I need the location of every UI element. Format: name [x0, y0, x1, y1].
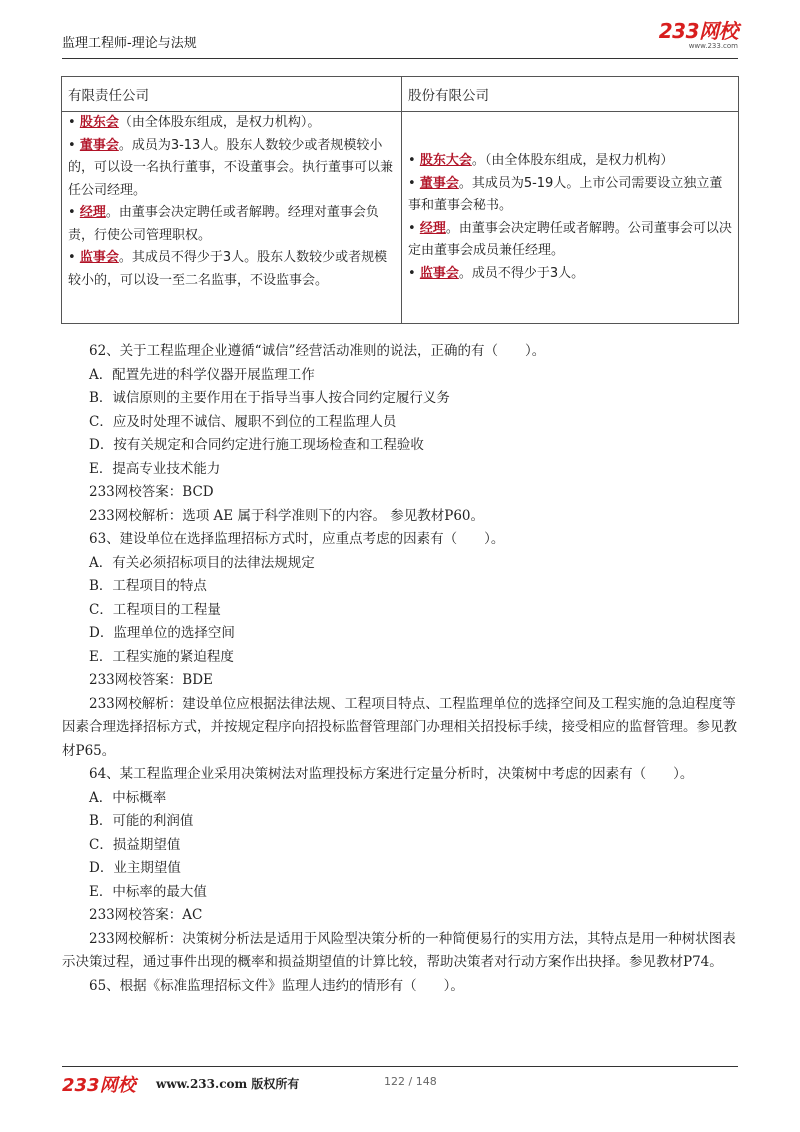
option-d: D．监理单位的选择空间: [89, 625, 235, 641]
logo-url: www.233.com: [688, 42, 738, 50]
question-section: [62, 340, 740, 998]
term-link[interactable]: 股东大会: [419, 153, 472, 168]
page-number: 122 / 148: [384, 1075, 437, 1088]
page-footer: [62, 1066, 738, 1097]
col-llc-header: 有限责任公司: [62, 77, 402, 112]
footer-copyright: www.233.com 版权所有: [156, 1077, 300, 1091]
analysis-62: 233网校解析：选项 AE 属于科学准则下的内容。 参见教材P60。: [89, 507, 485, 524]
corp-cell: [402, 112, 739, 324]
logo-text: 233网校: [658, 19, 738, 43]
analysis-64: 233网校解析：决策树分析法是适用于风险型决策分析的一种简便易行的实用方法，其特点是用一种树状图表示决策过程，通过事件出现的概率和损益期望值的计算比较，帮助决策者对行动方案作出抉择。参见教材P74。: [62, 930, 736, 970]
list-item: • 经理。由董事会决定聘任或者解聘。公司董事会可以决定由董事会成员兼任经理。: [408, 220, 732, 258]
term-link[interactable]: 经理: [419, 220, 446, 236]
list-item: • 股东会（由全体股东组成，是权力机构）。: [68, 115, 321, 130]
company-comparison-table: [61, 76, 739, 324]
term-link[interactable]: 董事会: [419, 175, 459, 191]
brand-logo: [648, 20, 738, 54]
option-b: B．可能的利润值: [89, 813, 194, 829]
option-c: C．损益期望值: [89, 836, 181, 853]
option-a: A．有关必须招标项目的法律法规规定: [89, 554, 315, 571]
option-b: B．工程项目的特点: [89, 578, 207, 594]
list-item: • 股东大会。（由全体股东组成，是权力机构）: [408, 153, 674, 168]
answer-64: 233网校答案：AC: [89, 907, 203, 923]
question-65: 65、根据《标准监理招标文件》监理人违约的情形有（ ）。: [89, 977, 464, 994]
question-62: 62、关于工程监理企业遵循“诚信”经营活动准则的说法，正确的有（ ）。: [89, 343, 546, 359]
option-d: D．业主期望值: [89, 860, 181, 876]
option-e: E．中标率的最大值: [89, 883, 207, 900]
term-link[interactable]: 监事会: [79, 250, 119, 265]
col-corp-header: 股份有限公司: [402, 77, 739, 112]
option-c: C．应及时处理不诚信、履职不到位的工程监理人员: [89, 413, 397, 430]
term-link[interactable]: 监事会: [419, 265, 459, 281]
header-title: 监理工程师-理论与法规: [62, 36, 197, 51]
list-item: • 董事会。其成员为5-19人。上市公司需要设立独立董事和董事会秘书。: [408, 175, 723, 213]
answer-63: 233网校答案：BDE: [89, 672, 213, 688]
footer-logo: 233网校: [62, 1075, 136, 1096]
term-link[interactable]: 董事会: [79, 137, 119, 153]
table-body-row: [62, 112, 739, 324]
term-link[interactable]: 经理: [79, 205, 106, 220]
option-a: A．中标概率: [89, 789, 167, 806]
option-d: D．按有关规定和合同约定进行施工现场检查和工程验收: [89, 437, 424, 453]
table-header-row: [62, 77, 739, 112]
answer-62: 233网校答案：BCD: [89, 484, 214, 500]
list-item: • 监事会。其成员不得少于3人。股东人数较少或者规模较小的，可以设一至二名监事，不设监事会。: [68, 250, 388, 288]
option-e: E．提高专业技术能力: [89, 460, 221, 477]
page-header: [62, 20, 738, 59]
option-e: E．工程实施的紧迫程度: [89, 648, 234, 665]
list-item: • 董事会。成员为3-13人。股东人数较少或者规模较小的，可以设一名执行董事，不设董事会。执行董事可以兼任公司经理。: [68, 137, 394, 198]
option-a: A．配置先进的科学仪器开展监理工作: [89, 366, 315, 383]
option-b: B．诚信原则的主要作用在于指导当事人按合同约定履行义务: [89, 390, 450, 406]
question-64: 64、某工程监理企业采用决策树法对监理投标方案进行定量分析时，决策树中考虑的因素有（ ）。: [89, 766, 694, 782]
term-link[interactable]: 股东会: [79, 115, 119, 130]
question-63: 63、建设单位在选择监理招标方式时，应重点考虑的因素有（ ）。: [89, 531, 505, 547]
option-c: C．工程项目的工程量: [89, 601, 221, 618]
list-item: • 经理。由董事会决定聘任或者解聘。经理对董事会负责，行使公司管理职权。: [68, 205, 379, 243]
llc-cell: [62, 112, 402, 324]
list-item: • 监事会。成员不得少于3人。: [408, 265, 585, 281]
analysis-63: 233网校解析：建设单位应根据法律法规、工程项目特点、工程监理单位的选择空间及工程实施的急迫程度等因素合理选择招标方式，并按规定程序向招投标监督管理部门办理相关招投标手续，接受相应的监督管理。参见教材P65。: [62, 695, 737, 759]
